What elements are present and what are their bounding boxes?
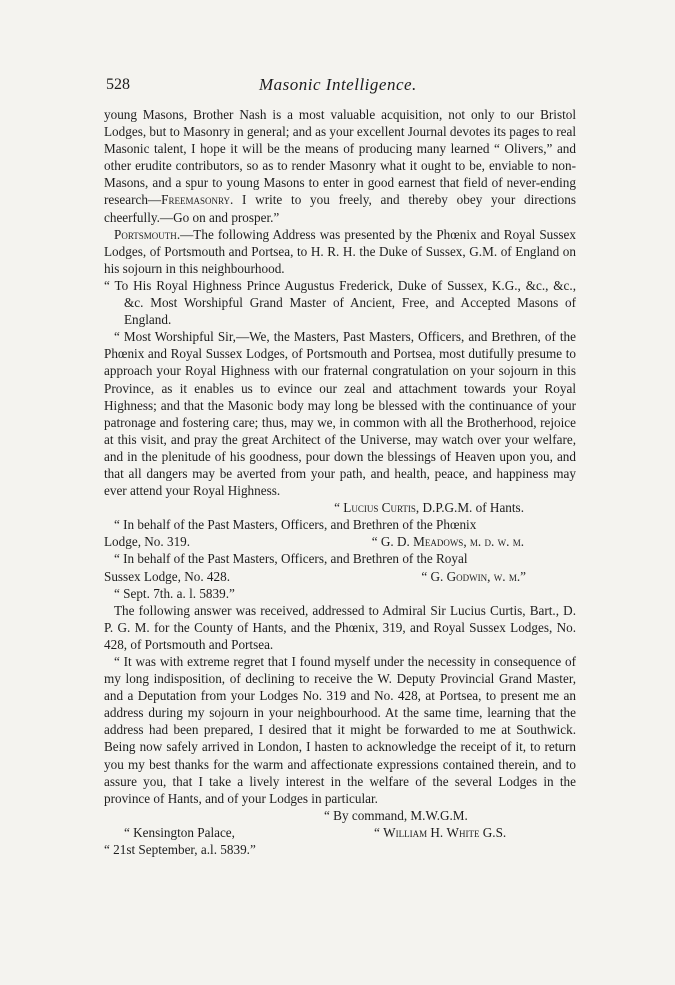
letter-body: “ It was with extreme regret that I found myself under the necessity in consequence of my long indisposition, of declining to receive the W. Deputy Provincial Grand Master, and a Deputation from your Lodges No. 319 and No. 428, at Portsea, to present me an address during my sojourn in your neighbourhood. At the same time, learning that the address had been prepared, I desired that it might be forwarded to me at Southwick. Being now safely arrived in London, I hasten to acknowledge the receipt of it, to return you my best thanks for the warm and affectionate expressions contained therein, and to assure you, that I take a lively interest in the welfare of the several Lodges in the province of Hants, and of your Lodges in particular. bbox=[104, 654, 576, 806]
paragraph-answer: The following answer was received, addressed to Admiral Sir Lucius Curtis, Bart., D. P. G. M. for the County of Hants, and the Phœnix, 319, and Royal Sussex Lodges, No. 428, of Portsmouth and Portsea. bbox=[104, 602, 576, 652]
phoenix-signature-line: Lodge, No. 319. “ G. D. Meadows, m. d. w. m. bbox=[104, 534, 524, 550]
date-line-2: “ 21st September, a.l. 5839.” bbox=[104, 842, 256, 858]
signature-curtis: “ Lucius Curtis, D.P.G.M. of Hants. bbox=[334, 500, 524, 516]
date-line-1: “ Sept. 7th. a. l. 5839.” bbox=[114, 585, 235, 601]
letter-signature-block bbox=[104, 824, 576, 841]
closing-line: “ By command, M.W.G.M. bbox=[324, 807, 468, 823]
sussex-signature-line: Sussex Lodge, No. 428. “ G. Godwin, w. m.” bbox=[104, 568, 526, 584]
paragraph-portsmouth: Portsmouth.—The following Address was presented by the Phœnix and Royal Sussex Lodges, of Portsmouth and Portsea, to H. R. H. the Duke of Sussex, G.M. of England on his sojourn in this neighbourhood. bbox=[104, 226, 576, 276]
paragraph-phoenix-behalf: “ In behalf of the Past Masters, Officers, and Brethren of the Phœnix bbox=[114, 517, 477, 533]
address-body: “ Most Worshipful Sir,—We, the Masters, Past Masters, Officers, and Brethren, of the Phœnix and Royal Sussex Lodges, of Portsmouth and Portsea, most dutifully presume to approach your Royal Highness with our fraternal congratulation on your sojourn in this Province, as it enables us to evince our zeal and attachment towards your Royal Highness; and that the Masonic body may long be blessed with the continuance of your patronage and fostering care; thus, may we, in common with all the Brotherhood, rejoice at this visit, and pray the great Architect of the Universe, may watch over your welfare, and in the plenitude of his goodness, pour down the blessings of Heaven upon you, and that all dangers may be averted from your path, and health, peace, and happiness may ever attend your Royal Highness. bbox=[104, 329, 576, 499]
signature-white: “ William H. White G.S. bbox=[374, 824, 507, 840]
running-title: Masonic Intelligence. bbox=[259, 75, 417, 94]
page-header bbox=[104, 76, 576, 100]
paragraph-sussex-behalf: “ In behalf of the Past Masters, Officers, and Brethren of the Royal bbox=[114, 551, 468, 567]
paragraph-1: young Masons, Brother Nash is a most valuable acquisition, not only to our Bristol Lodges, but to Masonry in general; and as your excellent Journal devotes its pages to real Masonic talent, I hope it will be the means of producing many learned “ Olivers,” and other erudite contributors, so as to render Masonry what it ought to be, enviable to non-Masons, and a spur to young Masons to enter in good earnest that field of never-ending research—Freemasonry. I write to you freely, and thereby obey your directions cheerfully.—Go on and prosper.” bbox=[104, 107, 576, 225]
place-line: “ Kensington Palace, bbox=[124, 824, 235, 840]
address-heading: “ To His Royal Highness Prince Augustus Frederick, Duke of Sussex, K.G., &c., &c., &c. Most Worshipful Grand Master of Ancient, Free, and Accepted Masons of England. bbox=[104, 277, 576, 328]
page-number: 528 bbox=[106, 76, 130, 93]
document-page bbox=[104, 76, 576, 858]
